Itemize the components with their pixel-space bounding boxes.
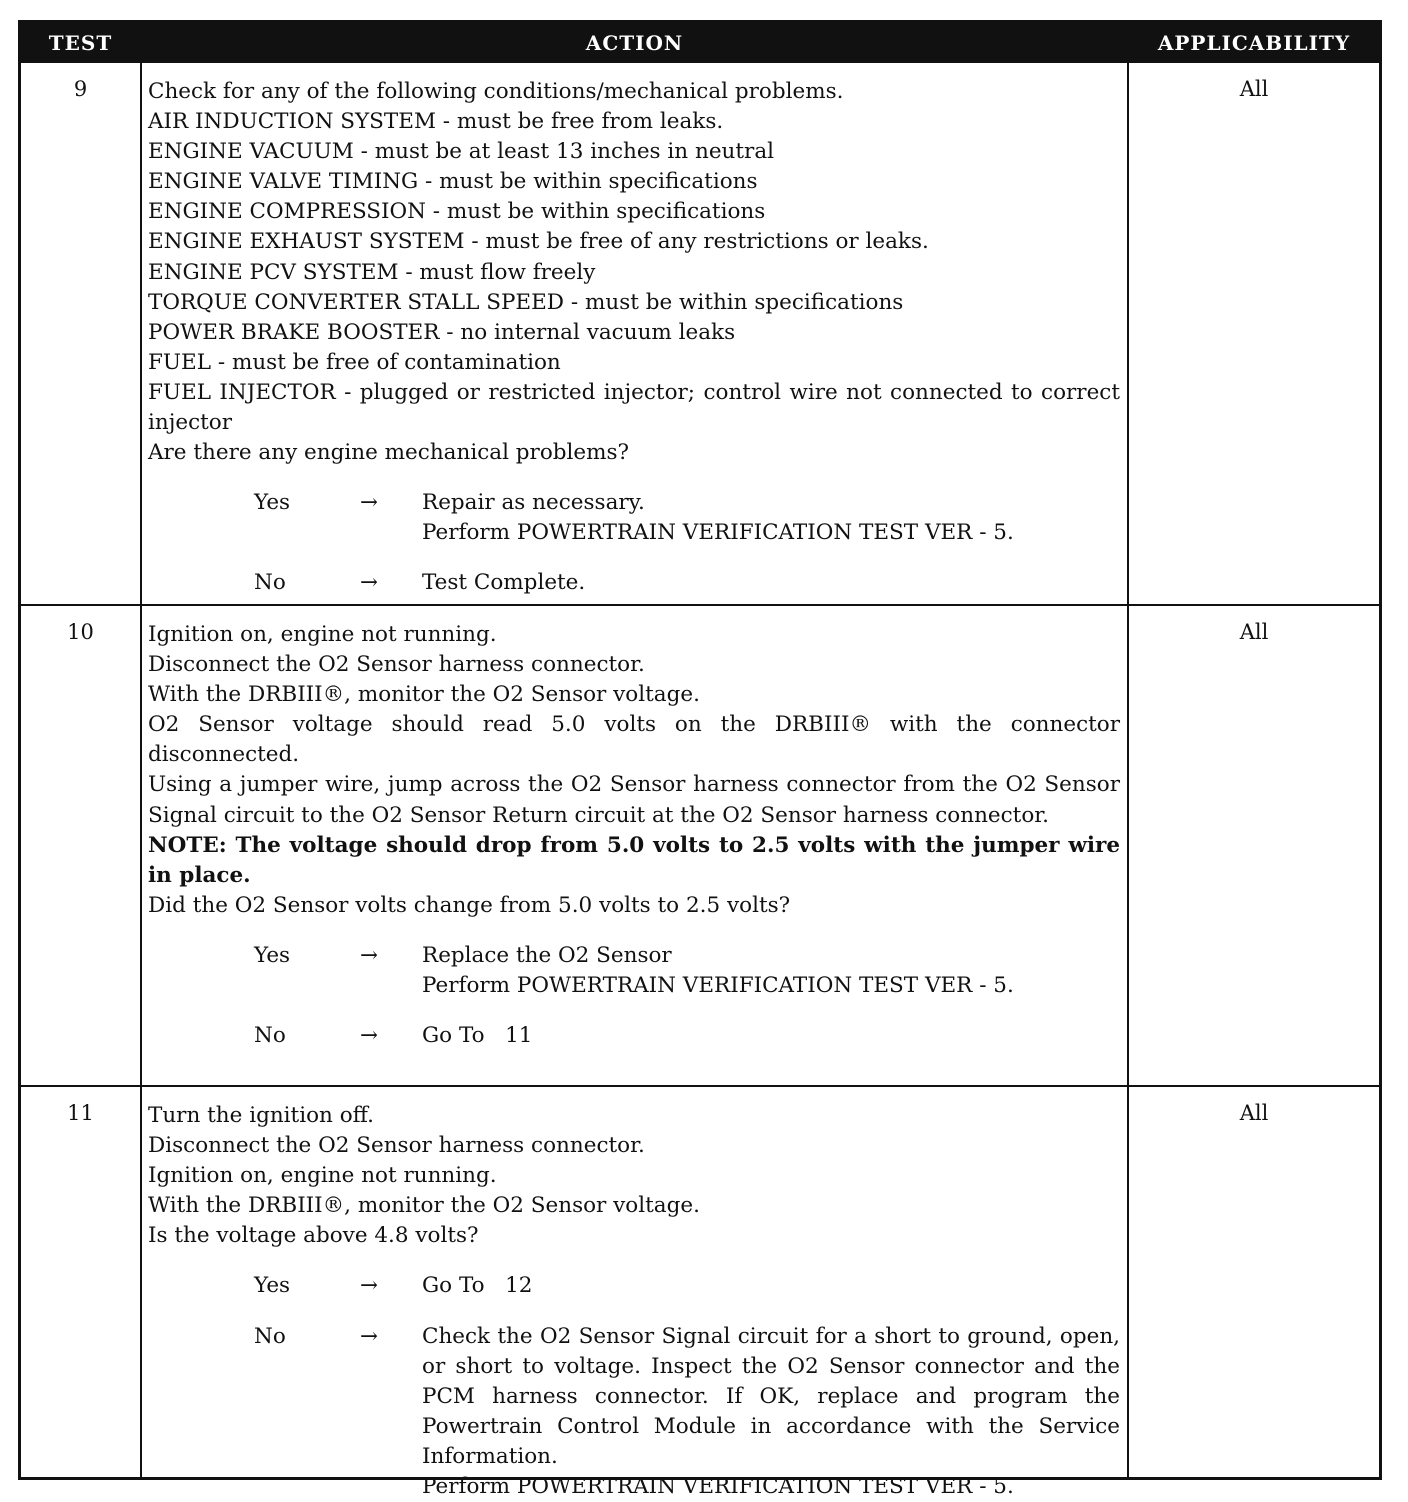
- no-outcome: [148, 1322, 1120, 1502]
- action-cell: [148, 77, 1120, 599]
- yes-label: Yes: [254, 490, 291, 516]
- diagnostic-table: [18, 20, 1382, 1500]
- applicability: All: [1239, 1101, 1269, 1125]
- note: NOTE: The voltage should drop from 5.0 volts to 2.5 volts with the jumper wire in place.: [148, 832, 1120, 888]
- action-line: Are there any engine mechanical problems?: [148, 440, 630, 466]
- action-line: ENGINE EXHAUST SYSTEM - must be free of any restrictions or leaks.: [148, 229, 929, 255]
- arrow-right-icon: →: [360, 490, 379, 516]
- action-line: Ignition on, engine not running.: [148, 622, 497, 647]
- arrow-right-icon: →: [360, 1023, 379, 1049]
- action-line: With the DRBIII®, monitor the O2 Sensor voltage.: [148, 682, 700, 708]
- no-outcome: [148, 1021, 1120, 1051]
- result-line: Check the O2 Sensor Signal circuit for a short to ground, open, or short to voltage. Inspect the O2 Sensor connector and the PCM harness connector. If OK, replace and program the Powertrain Control Module in accordance with the Service Information.: [422, 1323, 1120, 1469]
- arrow-right-icon: →: [360, 1273, 379, 1299]
- no-result: [422, 568, 1120, 598]
- table-row: [21, 63, 1379, 606]
- arrow-right-icon: →: [360, 942, 379, 968]
- yes-outcome: [148, 488, 1120, 548]
- result-line: Replace the O2 Sensor: [422, 942, 672, 968]
- action-line: AIR INDUCTION SYSTEM - must be free from leaks.: [148, 109, 724, 135]
- action-cell: [148, 620, 1120, 1051]
- no-result: [422, 1322, 1120, 1502]
- arrow-right-icon: →: [360, 1323, 379, 1349]
- result-line: Go To 11: [422, 1023, 533, 1049]
- action-line: Turn the ignition off.: [148, 1103, 374, 1128]
- yes-outcome: [148, 941, 1120, 1001]
- action-line: ENGINE PCV SYSTEM - must flow freely: [148, 259, 596, 285]
- yes-outcome: [148, 1271, 1120, 1301]
- action-line: O2 Sensor voltage should read 5.0 volts on the DRBIII® with the connector disconnected.: [148, 712, 1120, 768]
- result-line: Go To 12: [422, 1273, 533, 1299]
- no-label: No: [254, 1023, 286, 1049]
- action-line: POWER BRAKE BOOSTER - no internal vacuum leaks: [148, 319, 736, 345]
- action-line: TORQUE CONVERTER STALL SPEED - must be within specifications: [148, 289, 904, 315]
- result-line: Test Complete.: [422, 570, 586, 596]
- action-line: With the DRBIII®, monitor the O2 Sensor voltage.: [148, 1193, 700, 1219]
- test-number: 10: [67, 620, 94, 644]
- applicability: All: [1239, 77, 1269, 101]
- action-line: FUEL - must be free of contamination: [148, 349, 561, 375]
- arrow-right-icon: →: [360, 570, 379, 596]
- action-cell: [148, 1101, 1120, 1502]
- action-line: Using a jumper wire, jump across the O2 Sensor harness connector from the O2 Sensor Signal circuit to the O2 Sensor Return circuit at the O2 Sensor harness connector.: [148, 772, 1120, 828]
- yes-result: [422, 488, 1120, 548]
- no-outcome: [148, 568, 1120, 598]
- result-line: Perform POWERTRAIN VERIFICATION TEST VER - 5.: [422, 520, 1014, 546]
- result-line: Repair as necessary.: [422, 490, 645, 516]
- test-number: 9: [73, 77, 88, 101]
- action-line: ENGINE COMPRESSION - must be within specifications: [148, 199, 766, 225]
- action-line: Ignition on, engine not running.: [148, 1163, 497, 1189]
- header-action: ACTION: [585, 31, 684, 55]
- result-line: Perform POWERTRAIN VERIFICATION TEST VER - 5.: [422, 1474, 1014, 1500]
- result-line: Perform POWERTRAIN VERIFICATION TEST VER - 5.: [422, 973, 1014, 999]
- action-line: Disconnect the O2 Sensor harness connector.: [148, 1133, 645, 1159]
- header-applicability: APPLICABILITY: [1157, 31, 1351, 55]
- test-number: 11: [67, 1101, 94, 1125]
- yes-result: [422, 1271, 1120, 1301]
- action-line: FUEL INJECTOR - plugged or restricted injector; control wire not connected to correct injector: [148, 379, 1120, 436]
- table-header: [21, 23, 1379, 63]
- action-line: ENGINE VALVE TIMING - must be within specifications: [148, 169, 758, 195]
- question: Did the O2 Sensor volts change from 5.0 volts to 2.5 volts?: [148, 892, 791, 918]
- table-row: [21, 606, 1379, 1087]
- action-line: Is the voltage above 4.8 volts?: [148, 1223, 479, 1249]
- applicability: All: [1239, 620, 1269, 644]
- yes-label: Yes: [254, 1273, 291, 1299]
- yes-label: Yes: [254, 942, 291, 968]
- no-label: No: [254, 1323, 286, 1349]
- no-result: [422, 1021, 1120, 1051]
- table-row: [21, 1087, 1379, 1500]
- action-line: ENGINE VACUUM - must be at least 13 inches in neutral: [148, 139, 775, 165]
- header-test: TEST: [48, 31, 113, 55]
- no-label: No: [254, 570, 286, 596]
- action-line: Check for any of the following conditions/mechanical problems.: [148, 79, 844, 104]
- action-line: Disconnect the O2 Sensor harness connector.: [148, 652, 645, 678]
- yes-result: [422, 941, 1120, 1001]
